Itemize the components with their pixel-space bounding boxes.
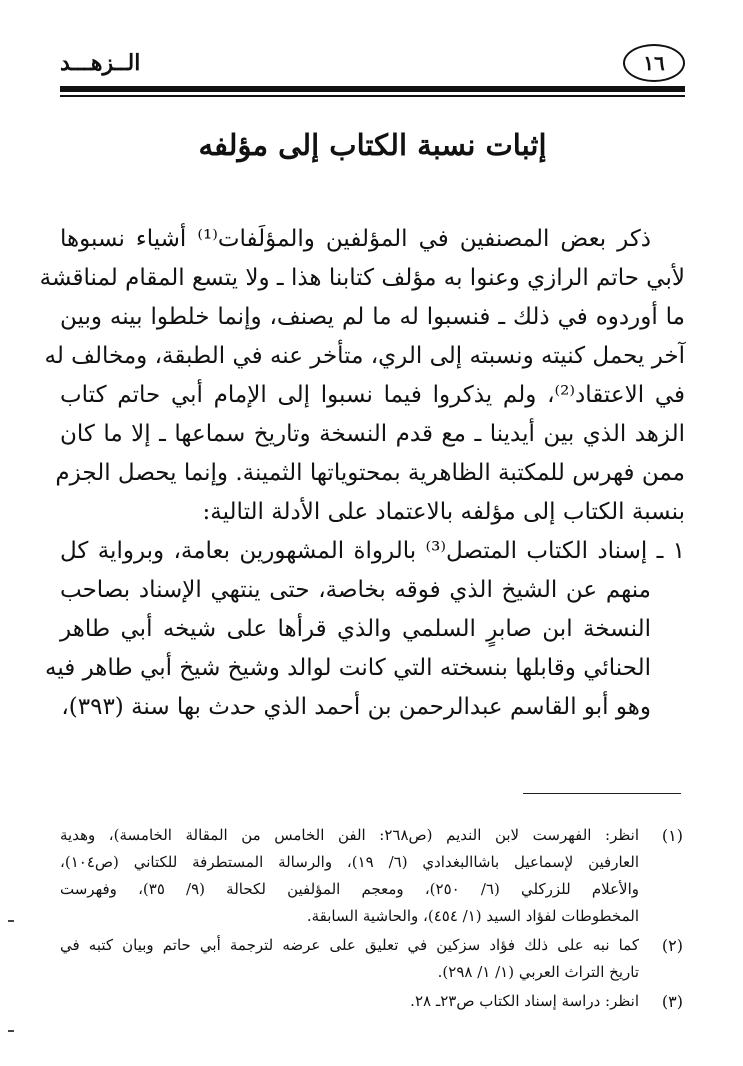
footnote-number: (٣) — [661, 992, 683, 1011]
footnote-line: تاريخ التراث العربي (١/ ١/ ٢٩٨). — [437, 963, 639, 981]
paragraph-line: لأبي حاتم الرازي وعنوا به مؤلف كتابنا هذا ـ ولا يتسع المقام لمناقشة — [39, 265, 685, 291]
list-item-line: الحنائي وقابلها بنسخته التي كانت لوالد وشيخ شيخ أبي طاهر فيه — [45, 655, 651, 681]
paragraph-line: في الاعتقاد⁽²⁾، ولم يذكروا فيما نسبوا إلى الإمام أبي حاتم كتاب — [60, 382, 685, 408]
list-item-line: منهم عن الشيخ الذي فوقه بخاصة، حتى ينتهي الإسناد بصاحب — [60, 577, 651, 603]
footnote-line: العارفين لإسماعيل باشاالبغدادي (٦/ ١٩)، والرسالة المستطرفة للكتاني (ص١٠٤)، — [60, 853, 639, 871]
list-item-line: ١ ـ إسناد الكتاب المتصل⁽³⁾ بالرواة المشهورين بعامة، وبرواية كل — [60, 538, 686, 564]
footnote-line: كما نبه على ذلك فؤاد سزكين في تعليق على عرضه لترجمة أبي حاتم وبيان كتبه في — [60, 936, 639, 954]
footnote-line: انظر: الفهرست لابن النديم (ص٢٦٨: الفن الخامس من المقالة الخامسة)، وهدية — [60, 826, 640, 844]
footnote-number: (١) — [661, 826, 683, 845]
footnote-separator — [523, 793, 681, 794]
list-item-line: النسخة ابن صابرٍ السلمي والذي قرأها على شيخه أبي طاهر — [60, 616, 651, 642]
paragraph-line: ممن فهرس للمكتبة الظاهرية بمحتوياتها الثمينة. وإنما يحصل الجزم — [55, 460, 685, 486]
paragraph-line: بنسبة الكتاب إلى مؤلفه بالاعتماد على الأدلة التالية: — [202, 499, 685, 525]
page-number: ١٦ — [643, 51, 665, 75]
footnote-3 — [60, 988, 683, 1015]
header-rule-thin — [60, 95, 685, 97]
footnote-number: (٢) — [661, 936, 683, 955]
footnotes — [60, 822, 683, 1017]
header-rule-thick — [60, 86, 685, 92]
paragraph-line: ما أوردوه في ذلك ـ فنسبوا له ما لم يصنف، وإنما خلطوا بينه وبين — [60, 304, 685, 330]
paragraph-line: آخر يحمل كنيته ونسبته إلى الري، متأخر عنه في الطبقة، ومخالف له — [44, 343, 685, 369]
footnote-1 — [60, 822, 683, 930]
section-heading: إثبات نسبة الكتاب إلى مؤلفه — [198, 128, 547, 162]
page-header — [60, 40, 685, 84]
paragraph-line: ذكر بعض المصنفين في المؤلفين والمؤلَفات⁽¹⁾ أشياء نسبوها — [60, 226, 652, 252]
footnote-2 — [60, 932, 683, 986]
running-title: الــزهـــد — [60, 50, 141, 76]
paragraph-line: الزهد الذي بين أيدينا ـ مع قدم النسخة وتاريخ سماعها ـ إلا ما كان — [60, 421, 685, 447]
list-item-line: وهو أبو القاسم عبدالرحمن بن أحمد الذي حدث بها سنة (٣٩٣)، — [61, 694, 651, 720]
footnote-line: المخطوطات لفؤاد السيد (١/ ٤٥٤)، والحاشية السابقة. — [306, 907, 639, 925]
page-number-badge — [623, 44, 685, 82]
footnote-line: انظر: دراسة إسناد الكتاب ص٢٣ـ ٢٨. — [410, 992, 639, 1010]
scan-edge-mark — [8, 1030, 14, 1032]
scan-edge-mark — [8, 920, 14, 922]
main-text — [39, 220, 686, 727]
footnote-line: والأعلام للزركلي (٦/ ٢٥٠)، ومعجم المؤلفين لكحالة (٩/ ٣٥)، وفهرست — [60, 880, 639, 898]
